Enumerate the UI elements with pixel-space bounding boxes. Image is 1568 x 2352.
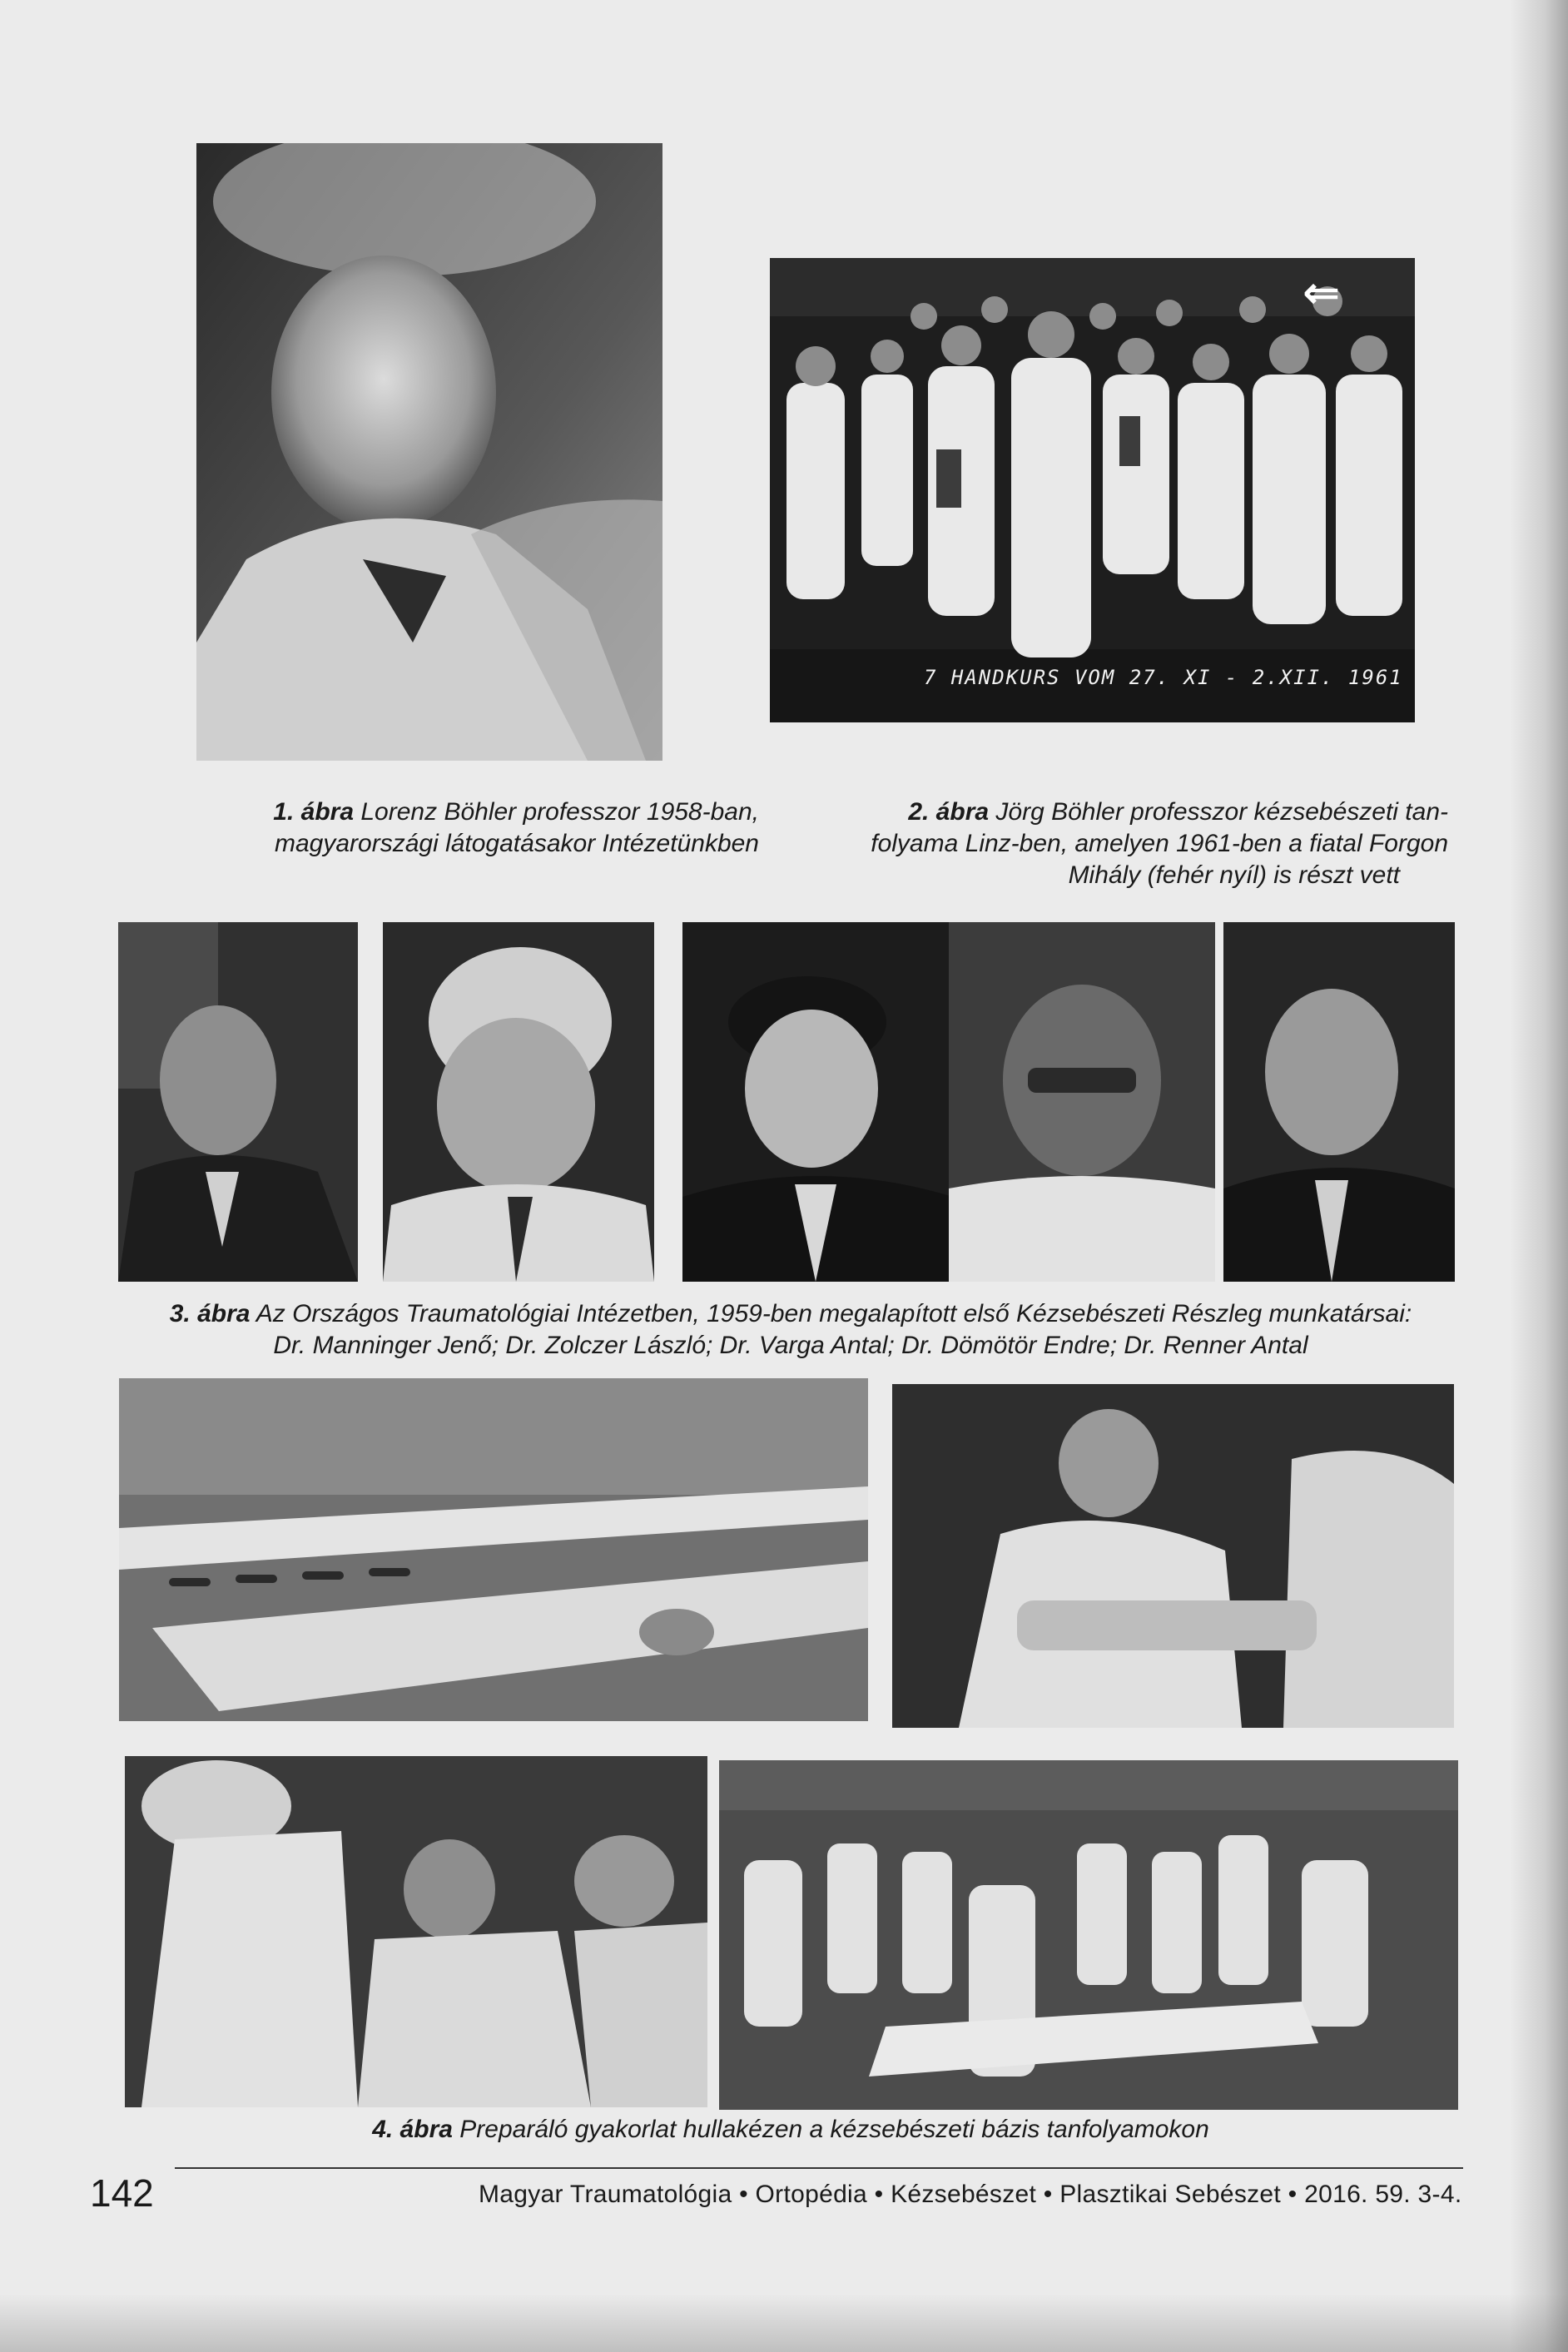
figure-3-portrait-3 (682, 922, 953, 1282)
figure-3-portrait-5 (1223, 922, 1455, 1282)
journal-citation: Magyar Traumatológia • Ortopédia • Kézsebészet • Plasztikai Sebészet • 2016. 59. 3-4. (479, 2181, 1462, 2208)
figure-2-caption-line-2: folyama Linz-ben, amelyen 1961-ben a fiatal Forgon (871, 830, 1448, 857)
figure-4-caption-line-1: Preparáló gyakorlat hullakézen a kézsebészeti bázis tanfolyamokon (459, 2116, 1209, 2143)
figure-2-film-label: 7 HANDKURS VOM 27. XI - 2.XII. 1961 (924, 666, 1403, 689)
figure-3-portrait-4 (949, 922, 1215, 1282)
page-number: 142 (90, 2171, 154, 2215)
figure-2-number: 2. ábra (908, 798, 990, 826)
figure-1-caption-line-1: Lorenz Böhler professzor 1958-ban, (360, 798, 759, 826)
figure-1-number: 1. ábra (273, 798, 355, 826)
figure-4-number: 4. ábra (372, 2116, 453, 2143)
figure-2-photo (770, 258, 1415, 722)
figure-3-number: 3. ábra (169, 1300, 251, 1327)
figure-2-caption-line-1: Jörg Böhler professzor kézsebészeti tan- (995, 798, 1448, 826)
figure-4-photo-empty-tables (119, 1378, 868, 1721)
footer-rule (175, 2167, 1463, 2169)
figure-4-photo-classroom (719, 1760, 1458, 2110)
figure-3-caption (100, 1298, 1481, 1362)
figure-2-caption (807, 796, 1448, 891)
figure-1-caption (218, 796, 759, 860)
figure-1-caption-line-2: magyarországi látogatásakor Intézetünkben (274, 830, 759, 857)
figure-3-portrait-2 (383, 922, 654, 1282)
figure-3-portrait-1 (118, 922, 358, 1282)
figure-4-photo-participants-close (125, 1756, 707, 2107)
figure-4-caption (125, 2114, 1456, 2146)
figure-3-caption-line-1: Az Országos Traumatológiai Intézetben, 1959-ben megalapított első Kézsebészeti Részleg munkatársai: (256, 1300, 1412, 1327)
figure-3-caption-line-2: Dr. Manninger Jenő; Dr. Zolczer László; Dr. Varga Antal; Dr. Dömötör Endre; Dr. Renner Antal (273, 1332, 1308, 1359)
white-arrow-icon: ⇐ (1303, 268, 1341, 318)
figure-2-caption-line-3: Mihály (fehér nyíl) is részt vett (1068, 861, 1400, 889)
figure-1-photo (196, 143, 662, 761)
page-edge-shadow (1510, 0, 1568, 2352)
scan-bottom-shadow (0, 2294, 1568, 2352)
figure-4-photo-dissection (892, 1384, 1454, 1728)
